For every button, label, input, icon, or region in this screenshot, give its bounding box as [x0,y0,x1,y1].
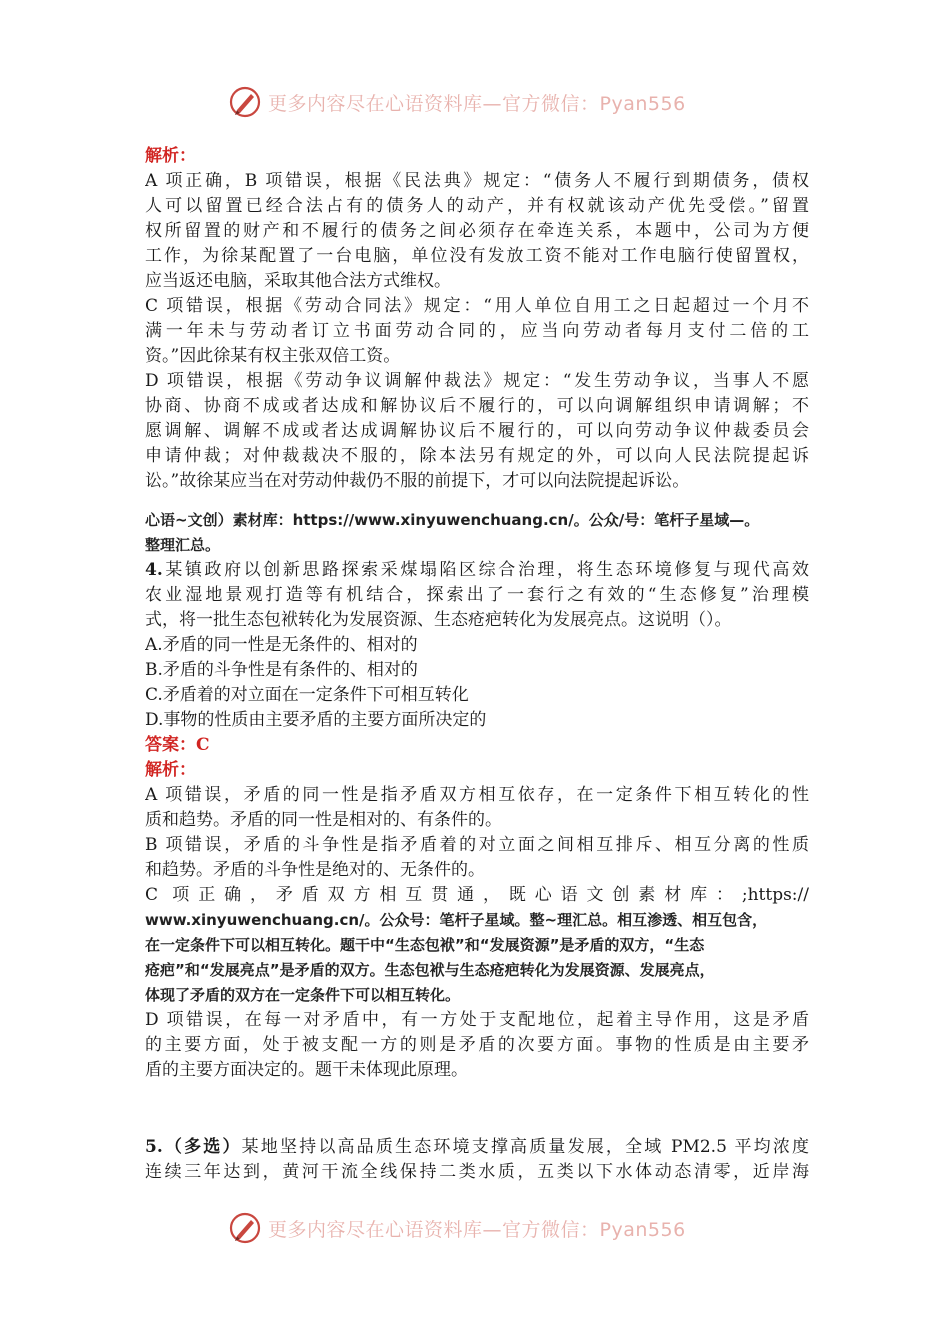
pen-logo-icon [228,1211,262,1245]
option-c: C.矛盾着的对立面在一定条件下可相互转化 [145,685,469,705]
paragraph-line: 工作，为徐某配置了一台电脑，单位没有发放工资不能对工作电脑行使留置权， [145,246,809,266]
paragraph-line: 权所留置的财产和不履行的债务之间必须存在牵连关系，本题中，公司为方便 [145,221,809,241]
analysis-label: 解析： [145,146,196,166]
paragraph-line: A 项正确，B 项错误，根据《民法典》规定：“债务人不履行到期债务，债权 [145,171,809,191]
analysis-line: 体现了矛盾的双方在一定条件下可以相互转化。 [145,986,461,1004]
watermark-text: 更多内容尽在心语资料库—官方微信：Pyan556 [268,1218,686,1241]
footer-watermark-banner [228,1208,748,1248]
paragraph-line: 人可以留置已经合法占有的债务人的动产，并有权就该动产优先受偿。”留置 [145,196,809,216]
analysis-line: 盾的主要方面决定的。题干未体现此原理。 [145,1060,468,1080]
paragraph-line: C 项错误，根据《劳动合同法》规定：“用人单位自用工之日起超过一个月不 [145,296,809,316]
analysis-line: A 项错误，矛盾的同一性是指矛盾双方相互依存，在一定条件下相互转化的性 [145,785,809,805]
question-number: 4. [145,560,163,580]
analysis-line: 和趋势。矛盾的斗争性是绝对的、无条件的。 [145,860,485,880]
promo-line: 心语~文创）素材库：https://www.xinyuwenchuang.cn/。公众/号：笔杆子星域—。 [145,511,760,529]
paragraph-line: D 项错误，根据《劳动争议调解仲裁法》规定：“发生劳动争议，当事人不愿 [145,371,809,391]
option-b: B.矛盾的斗争性是有条件的、相对的 [145,660,418,680]
question-4-stem: 4.某镇政府以创新思路探索采煤塌陷区综合治理，将生态环境修复与现代高效 [145,560,809,580]
analysis-line: B 项错误，矛盾的斗争性是指矛盾着的对立面之间相互排斥、相互分离的性质 [145,835,809,855]
question-number: 5.（多选） [145,1137,242,1157]
paragraph-line: 讼。”故徐某应当在对劳动仲裁仍不服的前提下，才可以向法院提起诉讼。 [145,471,690,491]
document-body [145,144,809,1185]
paragraph-line: 协商、协商不成或者达成和解协议后不履行的，可以向调解组织申请调解；不 [145,396,809,416]
analysis-line: C 项正确，矛盾双方相互贯通，既心语文创素材库：;https:// [145,885,809,905]
answer-label: 答案：C [145,735,210,755]
analysis-line: 疮疤”和“发展亮点”是矛盾的双方。生态包袱与生态疮疤转化为发展资源、发展亮点， [145,961,715,979]
header-watermark-banner [228,82,748,122]
paragraph-line: 满一年未与劳动者订立书面劳动合同的，应当向劳动者每月支付二倍的工 [145,321,809,341]
analysis-line: 质和趋势。矛盾的同一性是相对的、有条件的。 [145,810,502,830]
paragraph-line: 申请仲裁；对仲裁裁决不服的，除本法另有规定的外，可以向人民法院提起诉 [145,446,809,466]
promo-line: 整理汇总。 [145,536,221,554]
paragraph-line: 应当返还电脑，采取其他合法方式维权。 [145,271,451,291]
analysis-line: 在一定条件下可以相互转化。题干中“生态包袱”和“发展资源”是矛盾的双方，“生态 [145,936,705,954]
pen-logo-icon [228,85,262,119]
option-a: A.矛盾的同一性是无条件的、相对的 [145,635,418,655]
paragraph-line: 愿调解、调解不成或者达成调解协议后不履行的，可以向劳动争议仲裁委员会 [145,421,809,441]
question-5-stem: 5.（多选）某地坚持以高品质生态环境支撑高质量发展，全域 PM2.5 平均浓度 [145,1137,809,1157]
paragraph-line: 资。”因此徐某有权主张双倍工资。 [145,346,401,366]
question-5-stem: 连续三年达到，黄河干流全线保持二类水质，五类以下水体动态清零，近岸海 [145,1162,809,1182]
analysis-label: 解析： [145,760,196,780]
analysis-line: D 项错误，在每一对矛盾中，有一方处于支配地位，起着主导作用，这是矛盾 [145,1010,809,1030]
question-4-stem: 式，将一批生态包袱转化为发展资源、生态疮疤转化为发展亮点。这说明（）。 [145,610,732,630]
analysis-line: www.xinyuwenchuang.cn/。公众号：笔杆子星域。整~理汇总。相互渗透、相互包含， [145,911,768,929]
analysis-line: 的主要方面，处于被支配一方的则是矛盾的次要方面。事物的性质是由主要矛 [145,1035,809,1055]
watermark-text: 更多内容尽在心语资料库—官方微信：Pyan556 [268,92,686,115]
option-d: D.事物的性质由主要矛盾的主要方面所决定的 [145,710,487,730]
question-4-stem: 农业湿地景观打造等有机结合，探索出了一套行之有效的“生态修复”治理模 [145,585,809,605]
